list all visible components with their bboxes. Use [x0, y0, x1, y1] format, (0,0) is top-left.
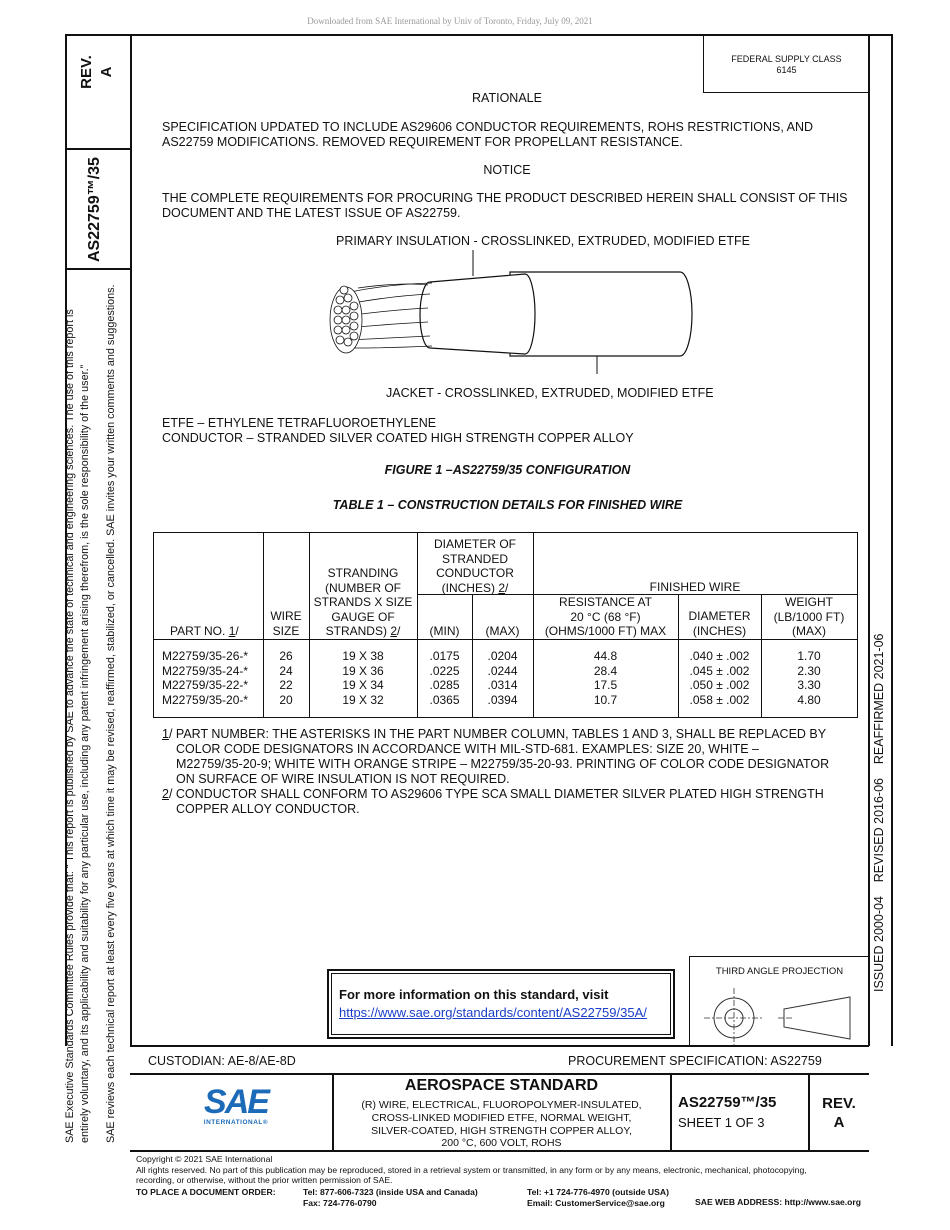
table-caption: TABLE 1 – CONSTRUCTION DETAILS FOR FINISHED WIRE: [332, 498, 683, 512]
info-box: [327, 969, 675, 1039]
procurement-spec: PROCUREMENT SPECIFICATION: AS22759: [568, 1054, 822, 1068]
column-weight: 1.70 2.30 3.30 4.80: [797, 649, 821, 707]
order-contacts-intl: Tel: +1 724-776-4970 (outside USA) Email: CustomerService@sae.org: [527, 1187, 669, 1208]
side-block-divider-2: [65, 268, 131, 270]
header-finished-wire: FINISHED WIRE: [649, 580, 741, 594]
header-finished-diameter: DIAMETER (INCHES): [688, 609, 751, 638]
download-notice: Downloaded from SAE International by Univ of Toronto, Friday, July 09, 2021: [307, 16, 593, 26]
sae-logo: [196, 1085, 276, 1126]
sheet-number: SHEET 1 OF 3: [678, 1115, 765, 1130]
frame-right-border: [891, 34, 893, 1046]
column-max: .0204 .0244 .0314 .0394: [487, 649, 518, 707]
order-contacts-us: Tel: 877-606-7323 (inside USA and Canada) Fax: 724-776-0790: [303, 1187, 478, 1208]
margin-note-3: SAE reviews each technical report at least every five years at which time it may be revised, reaffirmed, stabilized, or cancelled. SAE invites your written comments and suggestions.: [105, 284, 117, 1143]
footnote-1: 1/ PART NUMBER: THE ASTERISKS IN THE PART NUMBER COLUMN, TABLES 1 AND 3, SHALL BE REPLACED BY COLOR CODE DESIGNATORS IN ACCORDANCE WITH MIL-STD-681. EXAMPLES: SIZE 20, WHITE – M22759/35-20-9; WHITE WITH ORANGE STRIPE – M22759/35-20-93. PRINTING OF COLOR CODE DESIGNATOR ON SURFACE OF WIRE INSULATION IS NOT REQUIRED.: [162, 727, 830, 786]
federal-supply-box: [703, 34, 869, 93]
notice-heading: NOTICE: [483, 163, 531, 177]
projection-box: [689, 956, 869, 1047]
header-max: (MAX): [485, 624, 520, 638]
header-weight: WEIGHT (LB/1000 FT) (MAX): [773, 595, 845, 638]
title-doc-number: AS22759™/35: [678, 1094, 777, 1111]
sae-logo-sub: INTERNATIONAL®: [203, 1119, 269, 1126]
aerospace-standard: AEROSPACE STANDARD: [404, 1077, 599, 1094]
rights-line-2: recording, or otherwise, without the prior written permission of SAE.: [136, 1175, 393, 1186]
sae-web-address[interactable]: SAE WEB ADDRESS: http://www.sae.org: [695, 1197, 861, 1207]
header-stranding: STRANDING (NUMBER OF STRANDS X SIZE GAUGE OF STRANDS) 2/: [313, 566, 413, 638]
order-label: TO PLACE A DOCUMENT ORDER:: [136, 1187, 276, 1197]
footer: [136, 1154, 936, 1186]
copyright: Copyright © 2021 SAE International: [136, 1154, 273, 1164]
projection-label: THIRD ANGLE PROJECTION: [715, 966, 844, 977]
footnotes: [162, 727, 862, 817]
side-doc-number: AS22759™/35: [86, 157, 103, 262]
federal-supply-value: 6145: [776, 65, 797, 75]
header-min: (MIN): [429, 624, 460, 638]
header-wire-size: WIRE SIZE: [270, 609, 302, 638]
header-conductor-diameter: DIAMETER OF STRANDED CONDUCTOR (INCHES) 2/: [433, 537, 516, 595]
jacket-label: JACKET - CROSSLINKED, EXTRUDED, MODIFIED ETFE: [386, 386, 714, 400]
sae-logo-text: SAE: [204, 1083, 268, 1121]
federal-supply-label: FEDERAL SUPPLY CLASS: [731, 54, 842, 64]
rights-line-1: All rights reserved. No part of this publication may be reproduced, stored in a retrieval system or transmitted, in any form or by any means, electronic, mechanical, photocopying,: [136, 1164, 807, 1175]
footnote-2: 2/ CONDUCTOR SHALL CONFORM TO AS29606 TYPE SCA SMALL DIAMETER SILVER PLATED HIGH STRENGTH COPPER ALLOY CONDUCTOR.: [162, 787, 824, 816]
custodian: CUSTODIAN: AE-8/AE-8D: [148, 1054, 296, 1068]
notice-text: THE COMPLETE REQUIREMENTS FOR PROCURING THE PRODUCT DESCRIBED HEREIN SHALL CONSIST OF THIS DOCUMENT AND THE LATEST ISSUE OF AS22759.: [162, 191, 848, 220]
column-resistance: 44.8 28.4 17.5 10.7: [593, 649, 618, 707]
side-block-divider-1: [65, 148, 131, 150]
margin-note-2: entirely voluntary, and its applicability and suitability for any particular use, including any patent infringement arising therefrom, is the sole responsibility of the user.”: [79, 364, 91, 1143]
table-row: M22759/35-26-*: [162, 649, 249, 663]
rationale-heading: RATIONALE: [472, 91, 542, 105]
title-block-vline-2: [670, 1073, 672, 1151]
title-block-divider: [130, 1073, 869, 1075]
header-part-no: PART NO. 1/: [170, 624, 239, 638]
jacket-body: [510, 272, 692, 356]
title-block-bottom: [130, 1150, 869, 1152]
projection-symbol: [690, 983, 869, 1047]
margin-note-1: SAE Executive Standards Committee Rules provide that: “ This report is published by SAE to advance the state of technical and engineering sciences. The use of this report is: [64, 309, 76, 1143]
title-block-top: [130, 1045, 869, 1047]
column-wire-sizes: 26 24 22 20: [279, 649, 293, 707]
table-row: M22759/35-24-*: [162, 663, 249, 678]
figure-caption: FIGURE 1 –AS22759/35 CONFIGURATION: [384, 463, 631, 477]
title-rev: REV. A: [822, 1095, 856, 1131]
document-title: (R) WIRE, ELECTRICAL, FLUOROPOLYMER-INSULATED, CROSS-LINKED MODIFIED ETFE, NORMAL WEIGHT, SILVER-COATED, HIGH STRENGTH COPPER ALLOY, 200 °C, 600 VOLT, ROHS: [361, 1099, 642, 1150]
figure-definitions: ETFE – ETHYLENE TETRAFLUOROETHYLENE CONDUCTOR – STRANDED SILVER COATED HIGH STRENGTH COPPER ALLOY: [162, 416, 634, 445]
table-row: M22759/35-22-*: [162, 678, 249, 692]
wire-illustration: [310, 248, 700, 378]
frame-right-inner-border: [868, 34, 870, 1046]
info-box-link[interactable]: https://www.sae.org/standards/content/AS22759/35A/: [339, 1005, 647, 1020]
table-row: M22759/35-20-*: [162, 692, 249, 707]
column-part-numbers: [162, 649, 248, 707]
revision-history: ISSUED 2000-04 REVISED 2016-06 REAFFIRMED 2021-06: [872, 633, 886, 992]
rationale-text: SPECIFICATION UPDATED TO INCLUDE AS29606 CONDUCTOR REQUIREMENTS, ROHS RESTRICTIONS, AND AS22759 MODIFICATIONS. REMOVED REQUIREMENT FOR PROPELLANT RESISTANCE.: [162, 120, 814, 149]
info-box-title: For more information on this standard, visit: [339, 987, 609, 1002]
conductor-strands: [330, 283, 432, 353]
column-finished-diameter: .040 ± .002 .045 ± .002 .050 ± .002 .058 ± .002: [689, 649, 750, 707]
primary-insulation-label: PRIMARY INSULATION - CROSSLINKED, EXTRUDED, MODIFIED ETFE: [336, 234, 750, 248]
primary-insulation-body: [420, 274, 535, 354]
header-resistance: RESISTANCE AT 20 °C (68 °F) (OHMS/1000 FT) MAX: [544, 595, 667, 638]
side-rev-value: A: [98, 66, 115, 78]
side-rev-label: REV.: [78, 55, 95, 89]
construction-table: [153, 532, 858, 718]
column-min: .0175 .0225 .0285 .0365: [429, 649, 460, 707]
frame-inner-left-border: [130, 34, 132, 1046]
column-stranding: 19 X 38 19 X 36 19 X 34 19 X 32: [342, 649, 384, 707]
